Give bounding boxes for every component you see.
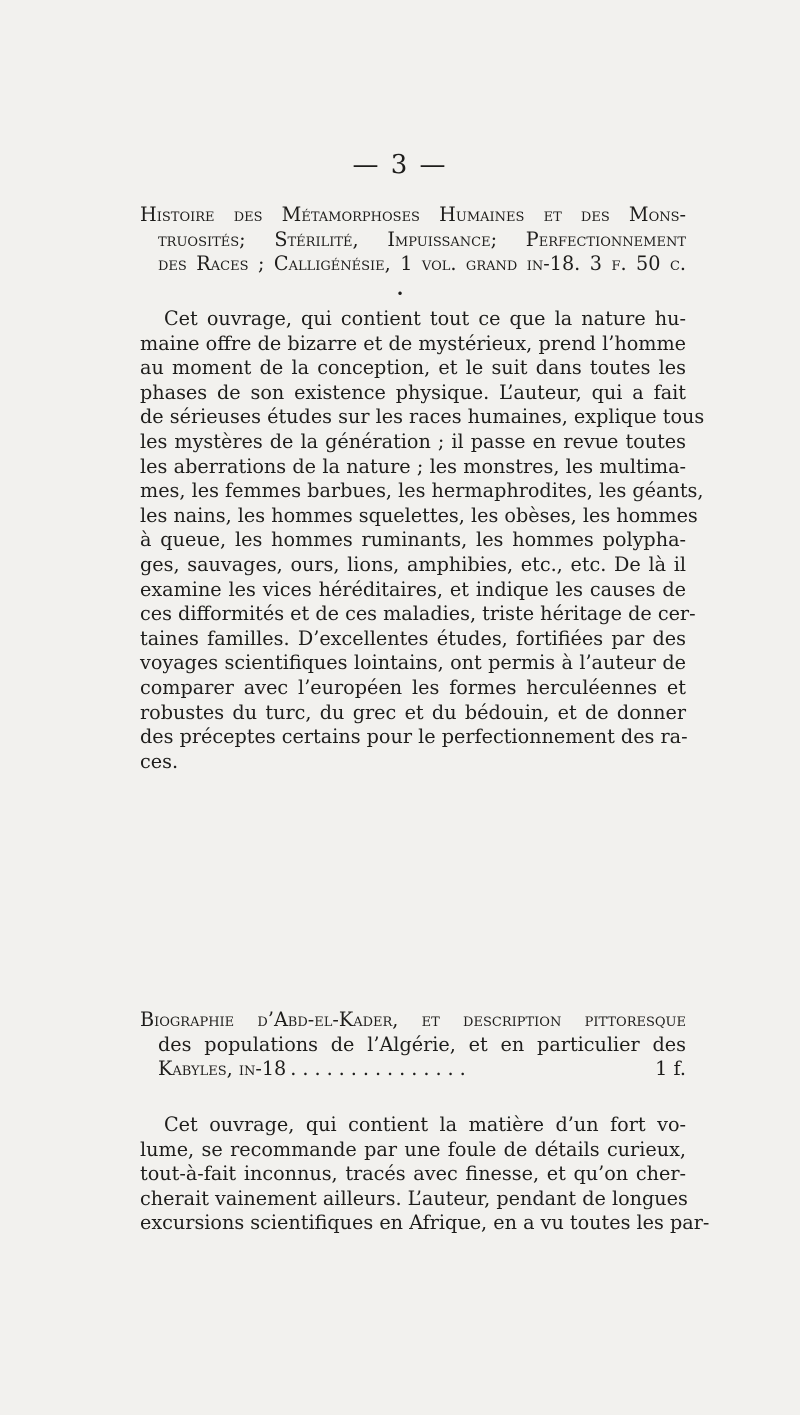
body-line: robustes du turc, du grec et du bédouin, et de donner	[140, 700, 686, 724]
body-line: au moment de la conception, et le suit dans toutes les	[140, 356, 686, 380]
entry2-body	[140, 1113, 710, 1236]
body-line: ges, sauvages, ours, lions, amphibies, etc., etc. De là il	[140, 552, 686, 576]
page-number: — 3 —	[352, 150, 448, 180]
entry2-price: 1 f.	[655, 1057, 686, 1081]
entry2-title-line: des populations de l’Algérie, et en particulier des	[158, 1032, 686, 1056]
body-line: comparer avec l’européen les formes herculéennes et	[140, 675, 686, 699]
ornament-mark: •	[396, 287, 404, 301]
body-line: à queue, les hommes ruminants, les hommes polypha-	[140, 528, 686, 552]
body-line: voyages scientifiques lointains, ont permis à l’auteur de	[140, 651, 686, 675]
entry1-title-line: des Races ; Calligénésie, 1 vol. grand in-18. 3 f. 50 c.	[158, 252, 686, 276]
body-line: lume, se recommande par une foule de détails curieux,	[140, 1137, 686, 1161]
body-line: les mystères de la génération ; il passe en revue toutes	[140, 429, 686, 453]
body-line: de sérieuses études sur les races humaines, explique tous	[140, 405, 705, 429]
body-line: examine les vices héréditaires, et indique les causes de	[140, 577, 686, 601]
body-line: mes, les femmes barbues, les hermaphrodites, les géants,	[140, 479, 704, 503]
entry1-title-line: Histoire des Métamorphoses Humaines et des Mons-	[140, 203, 686, 226]
body-line: des préceptes certains pour le perfectionnement des ra-	[140, 725, 688, 749]
entry2-title-line: Biographie d’Abd-el-Kader, et description pittoresque	[140, 1008, 686, 1031]
body-line: ces.	[140, 749, 179, 773]
body-line: Cet ouvrage, qui contient la matière d’un fort vo-	[164, 1113, 686, 1136]
entry1-title-line: truosités; Stérilité, Impuissance; Perfectionnement	[158, 227, 686, 251]
body-line: ces difformités et de ces maladies, triste héritage de cer-	[140, 602, 696, 626]
body-line: tout-à-fait inconnus, tracés avec finesse, et qu’on cher-	[140, 1162, 686, 1186]
entry1-body	[140, 307, 705, 774]
body-line: taines familles. D’excellentes études, fortifiées par des	[140, 626, 686, 650]
body-line: phases de son existence physique. L’auteur, qui a fait	[140, 380, 686, 404]
body-line: les aberrations de la nature ; les monstres, les multima-	[140, 454, 686, 478]
body-line: les nains, les hommes squelettes, les obèses, les hommes	[140, 503, 698, 527]
body-line: Cet ouvrage, qui contient tout ce que la nature hu-	[164, 307, 686, 330]
body-line: cherait vainement ailleurs. L’auteur, pendant de longues	[140, 1186, 688, 1210]
entry2-title	[140, 1008, 686, 1082]
entry2-title-last-text: Kabyles, in-18	[158, 1057, 287, 1081]
body-line: excursions scientifiques en Afrique, en a vu toutes les par-	[140, 1211, 710, 1235]
dot-leaders: ...............	[290, 1057, 472, 1081]
body-line: maine offre de bizarre et de mystérieux, prend l’homme	[140, 331, 686, 355]
entry2-title-price-line	[140, 1057, 686, 1082]
entry1-title	[140, 203, 686, 277]
